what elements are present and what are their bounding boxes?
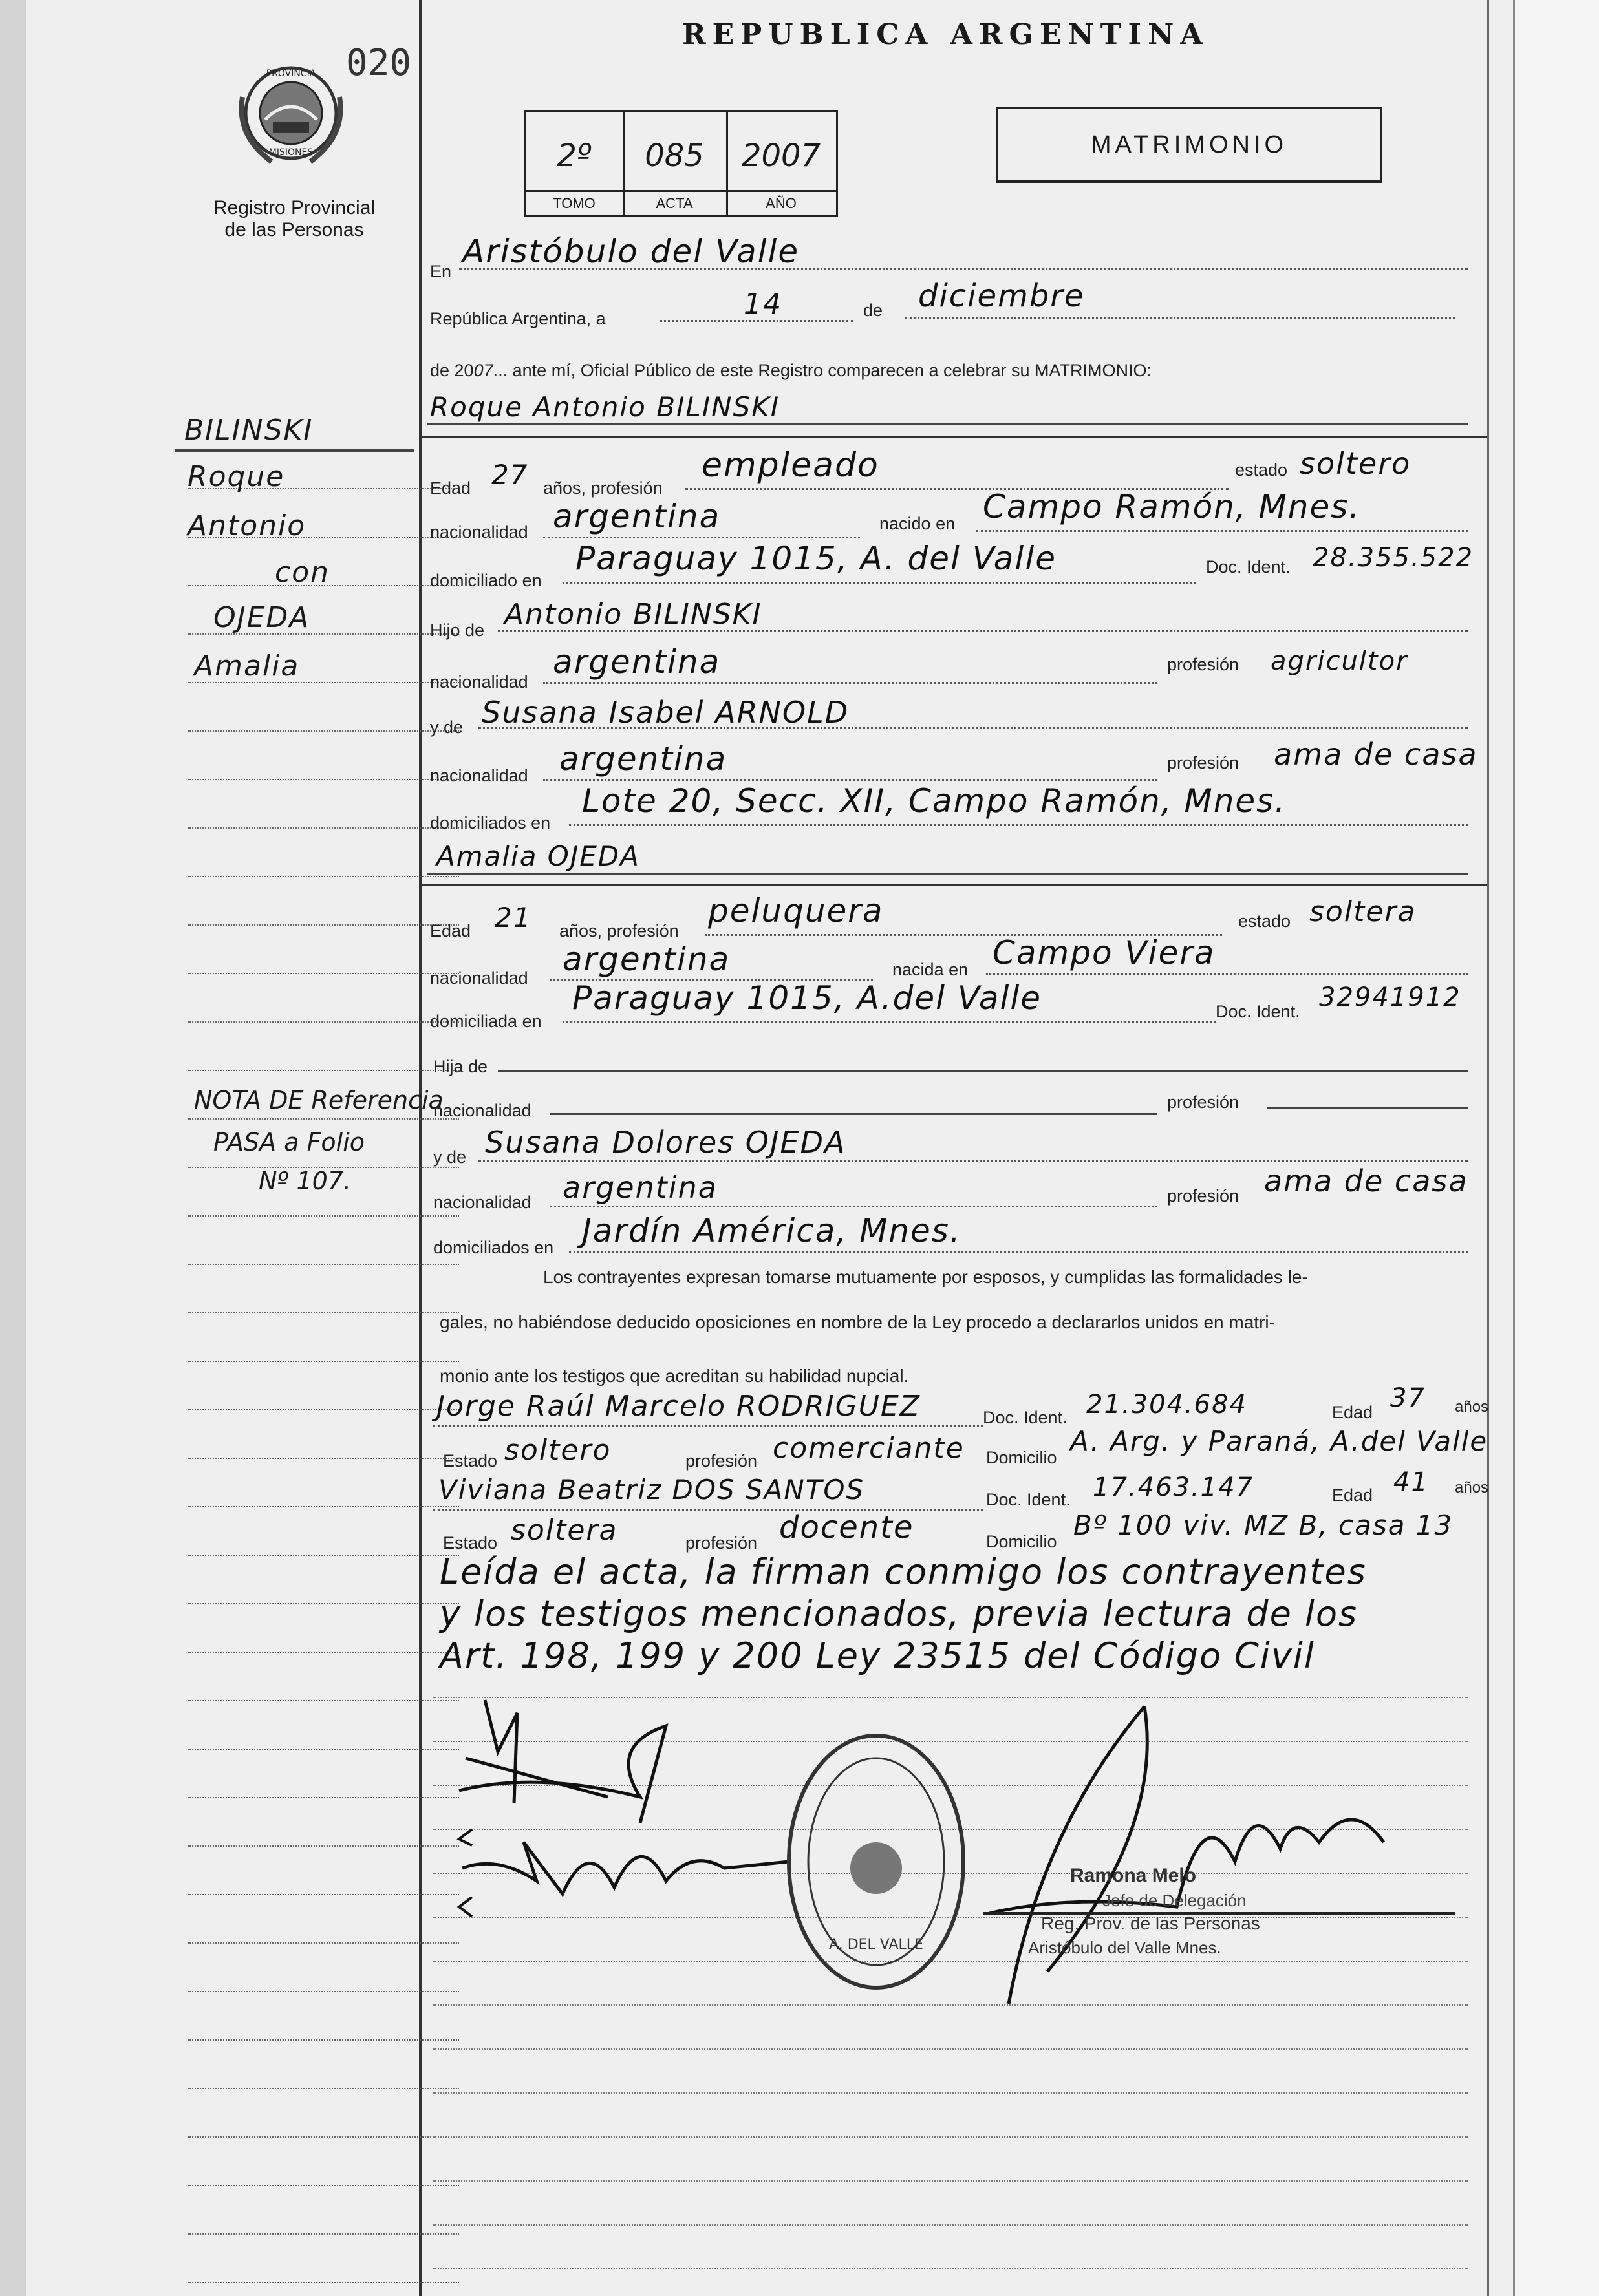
intro-text: ante mí, Oficial Público de este Registro comparecen a celebrar su MATRIMONIO: <box>512 361 1152 380</box>
main-rule-line <box>433 2136 1468 2138</box>
document-type: MATRIMONIO <box>1090 131 1288 158</box>
margin-name-antonio: Antonio <box>188 509 306 542</box>
margin-rule-line <box>188 1797 459 1798</box>
groom-profession: empleado <box>702 446 879 485</box>
margin-rule-line <box>188 2185 459 2186</box>
margin-rule-line <box>188 1409 459 1410</box>
groom-parents-address-line <box>569 824 1468 826</box>
bride-label-domiciliada: domiciliada en <box>430 1012 542 1031</box>
day: 14 <box>744 288 782 321</box>
witness1-age: 37 <box>1390 1383 1426 1413</box>
groom-label-profesion: años, profesión <box>543 478 663 498</box>
witness2-address: Bº 100 viv. MZ B, casa 13 <box>1073 1509 1454 1541</box>
groom-address-line <box>563 582 1196 584</box>
bride-father-profession-line <box>1267 1107 1468 1109</box>
groom-mother-label-nacionalidad: nacionalidad <box>430 766 528 785</box>
registry-name <box>194 197 394 241</box>
margin-rule-line <box>188 1070 459 1071</box>
witness2-label-estado: Estado <box>443 1533 498 1553</box>
bride-label-doc: Doc. Ident. <box>1216 1002 1300 1021</box>
margin-rule-line <box>188 1991 459 1992</box>
groom-mother: Susana Isabel ARNOLD <box>482 695 850 730</box>
main-rule-line <box>433 2048 1468 2050</box>
groom-father-nationality: argentina <box>553 643 721 681</box>
witness1-name: Jorge Raúl Marcelo RODRIGUEZ <box>436 1390 921 1423</box>
margin-surname: BILINSKI <box>184 414 314 447</box>
official-place: Aristóbulo del Valle Mnes. <box>1028 1938 1221 1957</box>
margin-rule-line <box>188 2088 459 2089</box>
margin-rule-line <box>188 973 459 974</box>
page-binding-edge <box>0 0 26 2296</box>
groom-doc: 28.355.522 <box>1313 543 1474 573</box>
groom-mother-label-profesion: profesión <box>1167 753 1239 772</box>
margin-rule-line <box>188 2136 459 2138</box>
witness1-label-anos: años <box>1455 1398 1489 1416</box>
margin-rule-line <box>188 2282 459 2283</box>
margin-rule-line <box>188 827 459 829</box>
closing-line3: Art. 198, 199 y 200 Ley 23515 del Código Civil <box>440 1635 1315 1676</box>
groom-father-nationality-line <box>543 682 1157 684</box>
groom-mother-profession: ama de casa <box>1274 737 1478 772</box>
bride-father-label-nacionalidad: nacionalidad <box>433 1101 531 1120</box>
groom-father-label-nacionalidad: nacionalidad <box>430 672 528 692</box>
bride-address-line <box>563 1021 1216 1023</box>
margin-rule-line <box>188 1506 459 1507</box>
margin-rule-line <box>188 1652 459 1653</box>
bride-mother-line <box>478 1160 1468 1162</box>
witness2-profession: docente <box>779 1509 914 1546</box>
city: Aristóbulo del Valle <box>462 233 800 270</box>
witness2-age: 41 <box>1393 1467 1429 1497</box>
margin-rule-line <box>188 1458 459 1459</box>
witness1-profession: comerciante <box>773 1432 965 1465</box>
groom-name-line <box>427 423 1468 425</box>
margin-rule-line <box>188 2233 459 2235</box>
bride-label-yde: y de <box>433 1147 467 1167</box>
margin-rule-line <box>188 779 459 780</box>
bride-doc: 32941912 <box>1319 983 1461 1012</box>
document-type-box <box>996 107 1382 183</box>
main-rule-line <box>433 2224 1468 2226</box>
signature-official-icon <box>931 1700 1461 2017</box>
groom-label-domiciliados: domiciliados en <box>430 813 551 833</box>
bride-father-line <box>498 1070 1468 1072</box>
groom-estado: soltero <box>1300 446 1411 481</box>
month: diciembre <box>918 278 1085 314</box>
margin-rule-line <box>188 1603 459 1604</box>
bride-mother-label-nacionalidad: nacionalidad <box>433 1193 531 1212</box>
margin-underline <box>175 449 414 452</box>
closing-line2: y los testigos mencionados, previa lectura de los <box>440 1593 1358 1634</box>
margin-rule-line <box>188 1749 459 1750</box>
groom-mother-nationality: argentina <box>559 740 727 778</box>
margin-rule-line <box>188 1894 459 1895</box>
reference-note-line3: Nº 107. <box>259 1167 352 1195</box>
witness1-address: A. Arg. y Paraná, A.del Valle <box>1070 1425 1488 1457</box>
bride-profession: peluquera <box>708 892 884 930</box>
bride-mother-nationality: argentina <box>563 1170 718 1205</box>
bride-address: Paraguay 1015, A.del Valle <box>572 979 1042 1017</box>
groom-label-edad: Edad <box>430 478 471 498</box>
bride-estado: soltera <box>1309 895 1417 928</box>
page-right-edge <box>1513 0 1599 2296</box>
declaration-line2: gales, no habiéndose deducido oposiciones en nombre de la Ley procedo a declararlos unidos en matri- <box>440 1312 1275 1332</box>
bride-label-estado: estado <box>1238 911 1291 931</box>
bride-mother-label-profesion: profesión <box>1167 1186 1239 1206</box>
margin-con: con <box>275 556 330 589</box>
folio-number: 020 <box>346 42 412 84</box>
label-year-pre: de 20 <box>430 361 474 380</box>
groom-age: 27 <box>491 459 529 491</box>
bride-label-nacida: nacida en <box>892 960 969 979</box>
tomo-value: 2º <box>557 138 592 174</box>
margin-name-roque: Roque <box>188 460 285 493</box>
bride-name-line <box>427 873 1468 875</box>
witness2-estado: soltera <box>511 1514 618 1547</box>
bride-father-nationality-line <box>550 1113 1157 1115</box>
declaration-line1: Los contrayentes expresan tomarse mutuamente por esposos, y cumplidas las formalidades le- <box>543 1267 1308 1287</box>
groom-nationality-line <box>543 537 860 538</box>
groom-label-nacido: nacido en <box>879 514 956 533</box>
margin-rule-line <box>188 2039 459 2041</box>
groom-label-nacionalidad: nacionalidad <box>430 522 528 542</box>
bride-full-name: Amalia OJEDA <box>436 840 640 872</box>
country-title: REPUBLICA ARGENTINA <box>682 18 1209 51</box>
margin-rule-line <box>188 1845 459 1847</box>
declaration-line3: monio ante los testigos que acreditan su habilidad nupcial. <box>440 1366 909 1386</box>
bride-label-domiciliados: domiciliados en <box>433 1238 554 1257</box>
tomo-label: TOMO <box>526 190 623 215</box>
registry-name-line1: Registro Provincial <box>213 197 376 218</box>
witness2-doc: 17.463.147 <box>1093 1472 1254 1502</box>
witness2-label-doc: Doc. Ident. <box>986 1490 1071 1509</box>
bride-mother-nationality-line <box>550 1206 1157 1207</box>
bride-birthplace: Campo Viera <box>993 934 1216 972</box>
official-office: Reg. Prov. de las Personas <box>1041 1913 1260 1933</box>
svg-text:MISIONES: MISIONES <box>268 147 314 158</box>
groom-father-label-profesion: profesión <box>1167 655 1239 674</box>
acta-label: ACTA <box>623 190 726 215</box>
acta-value: 085 <box>645 138 704 174</box>
witness2-name: Viviana Beatriz DOS SANTOS <box>438 1474 865 1505</box>
ano-label: AÑO <box>726 190 836 215</box>
official-name: Ramona Melo <box>1070 1865 1197 1886</box>
groom-birthplace: Campo Ramón, Mnes. <box>983 488 1361 526</box>
city-line <box>459 268 1468 270</box>
witness1-name-line <box>433 1425 983 1427</box>
label-de: de <box>863 301 883 320</box>
main-rule-line <box>433 2268 1468 2269</box>
year-suffix: 07 <box>473 361 493 380</box>
record-number-table <box>524 110 838 217</box>
acta-cell <box>623 112 728 215</box>
margin-rule-line <box>188 730 459 732</box>
groom-label-domiciliado: domiciliado en <box>430 571 542 590</box>
groom-address: Paraguay 1015, A. del Valle <box>575 540 1057 577</box>
witness1-label-edad: Edad <box>1332 1403 1373 1422</box>
bride-label-profesion: años, profesión <box>559 921 679 941</box>
groom-label-yde: y de <box>430 717 464 737</box>
bride-mother-profession: ama de casa <box>1264 1164 1468 1198</box>
groom-label-hijo: Hijo de <box>430 621 485 640</box>
official-role: Jefe de Delegación <box>1102 1891 1247 1910</box>
bride-parents-address-line <box>569 1251 1468 1253</box>
bride-label-nacionalidad: nacionalidad <box>430 968 528 988</box>
ano-value: 2007 <box>741 138 821 174</box>
groom-mother-line <box>478 727 1468 729</box>
groom-father-line <box>498 630 1468 632</box>
bride-mother: Susana Dolores OJEDA <box>485 1125 846 1160</box>
main-rule-line <box>433 2180 1468 2182</box>
label-en: En <box>430 262 452 281</box>
groom-mother-nationality-line <box>543 779 1157 781</box>
bride-nationality: argentina <box>563 941 731 978</box>
main-rule-line <box>433 2092 1468 2094</box>
margin-rule-line <box>188 1021 459 1023</box>
margin-divider <box>419 0 422 2296</box>
right-border <box>1487 0 1489 2296</box>
groom-section-rule <box>420 436 1487 438</box>
tomo-cell <box>526 112 625 215</box>
witness2-label-profesion: profesión <box>685 1533 758 1553</box>
margin-name-amalia: Amalia <box>194 650 300 683</box>
bride-parents-address: Jardín América, Mnes. <box>582 1212 961 1249</box>
margin-rule-line <box>188 1942 459 1944</box>
margin-rule-line <box>188 1700 459 1701</box>
margin-rule-line <box>188 1264 459 1265</box>
day-line <box>660 320 853 322</box>
bride-section-rule <box>420 884 1487 886</box>
groom-birthplace-line <box>976 530 1468 532</box>
margin-rule-line <box>188 1118 459 1120</box>
province-seal-icon <box>233 58 349 175</box>
margin-surname-ojeda: OJEDA <box>213 601 310 634</box>
groom-father-profession: agricultor <box>1271 646 1408 676</box>
witness1-doc: 21.304.684 <box>1086 1390 1248 1419</box>
bride-birthplace-line <box>986 973 1468 975</box>
groom-label-doc: Doc. Ident. <box>1206 557 1291 577</box>
groom-parents-address: Lote 20, Secc. XII, Campo Ramón, Mnes. <box>582 782 1287 820</box>
witness2-label-anos: años <box>1455 1479 1489 1496</box>
ano-cell <box>726 112 836 215</box>
bride-label-edad: Edad <box>430 921 471 941</box>
label-year: de 2007... ante mí, Oficial Público de este Registro comparecen a celebrar su MATRIMONIO: <box>430 361 1152 380</box>
margin-rule-line <box>188 924 459 926</box>
witness2-label-edad: Edad <box>1332 1485 1373 1505</box>
reference-note-line1: NOTA DE Referencia <box>194 1086 444 1114</box>
bride-age: 21 <box>495 902 532 933</box>
margin-rule-line <box>188 1215 459 1217</box>
groom-father: Antonio BILINSKI <box>504 598 762 631</box>
groom-label-estado: estado <box>1235 460 1288 480</box>
witness1-label-doc: Doc. Ident. <box>983 1408 1068 1427</box>
margin-rule-line <box>188 1361 459 1362</box>
witness1-label-domicilio: Domicilio <box>986 1448 1057 1467</box>
label-republica: República Argentina, a <box>430 309 606 328</box>
margin-rule-line <box>188 876 459 877</box>
registry-name-line2: de las Personas <box>224 219 364 240</box>
witness1-estado: soltero <box>504 1434 612 1467</box>
margin-rule-line <box>188 1312 459 1313</box>
closing-line1: Leída el acta, la firman conmigo los contrayentes <box>440 1551 1367 1592</box>
margin-rule-line <box>188 1555 459 1556</box>
svg-text:PROVINCIA: PROVINCIA <box>266 69 316 79</box>
witness2-label-domicilio: Domicilio <box>986 1532 1057 1551</box>
groom-nationality: argentina <box>553 498 721 535</box>
witness1-label-estado: Estado <box>443 1451 498 1471</box>
reference-note-line2: PASA a Folio <box>213 1128 365 1156</box>
month-line <box>905 317 1455 319</box>
bride-father-label-profesion: profesión <box>1167 1092 1239 1112</box>
witness1-label-profesion: profesión <box>685 1451 758 1471</box>
bride-label-hija: Hija de <box>433 1057 488 1076</box>
signature-contrayentes-icon <box>446 1674 834 1946</box>
stamp-bottom-text: A. DEL VALLE <box>829 1937 923 1953</box>
groom-full-name: Roque Antonio BILINSKI <box>430 391 780 423</box>
